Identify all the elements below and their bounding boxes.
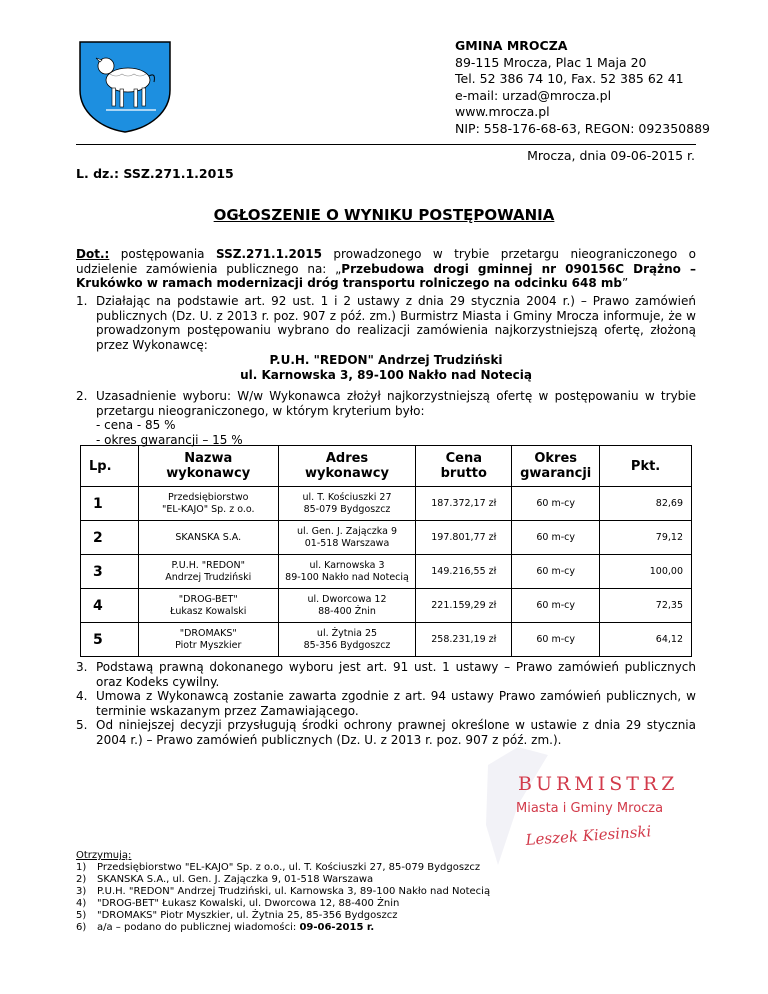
cell-address <box>278 521 416 555</box>
col-header-name: Nazwa wykonawcy <box>138 446 278 487</box>
cell-warranty: 60 m-cy <box>512 521 600 555</box>
cell-name-line2: "EL-KAJO" Sp. z o.o. <box>161 503 255 515</box>
document-title: OGŁOSZENIE O WYNIKU POSTĘPOWANIA <box>213 206 555 224</box>
cell-points: 100,00 <box>600 555 692 589</box>
cell-address <box>278 555 416 589</box>
point-1 <box>76 294 696 352</box>
cell-address <box>278 487 416 521</box>
cell-address-line1: ul. Karnowska 3 <box>309 559 385 571</box>
handwritten-signature: Leszek Kiesinski <box>525 822 652 849</box>
issuer-phone: Tel. 52 386 74 10, Fax. 52 385 62 41 <box>455 71 684 86</box>
point-5-text: Od niniejszej decyzji przysługują środki ochrony prawnej określone w ustawie z dnia 29 stycznia 2004 r.) – Prawo zamówień publicznych (Dz. U. z 2013 r. poz. 907 z póź. zm.). <box>96 718 696 747</box>
coat-of-arms <box>76 38 174 134</box>
criterion-warranty: - okres gwarancji – 15 % <box>96 432 243 447</box>
cell-price: 221.159,29 zł <box>416 589 512 623</box>
intro-subject: Przebudowa drogi gminnej nr 090156C Drążno – Krukówko w ramach modernizacji dróg transportu rolniczego na odcinku 648 mb <box>76 261 696 290</box>
issuer-tax-ids: NIP: 558-176-68-63, REGON: 092350889 <box>455 120 710 136</box>
point-3-text: Podstawą prawną dokonanego wyboru jest art. 91 ust. 1 ustawy – Prawo zamówień publicznych oraz Kodeks cywilny. <box>96 660 696 689</box>
bids-table <box>80 445 692 657</box>
intro-text-3: ” <box>621 276 629 290</box>
point-5 <box>76 718 696 747</box>
col-header-lp: Lp. <box>81 446 139 487</box>
point-2 <box>76 389 696 447</box>
list-item <box>76 862 490 874</box>
cell-price: 187.372,17 zł <box>416 487 512 521</box>
intro-paragraph <box>76 247 696 291</box>
recipients-list <box>76 850 490 934</box>
cell-price: 197.801,77 zł <box>416 521 512 555</box>
intro-text-2: prowadzonego w trybie przetargu nieograniczonego o udzielenie zamówienia publicznego na: „ <box>76 247 696 276</box>
cell-lp: 3 <box>81 555 139 589</box>
col-header-price <box>416 446 512 487</box>
cell-points: 79,12 <box>600 521 692 555</box>
list-item <box>76 910 490 922</box>
list-item-number: 4) <box>76 898 87 909</box>
cell-warranty: 60 m-cy <box>512 555 600 589</box>
cell-price: 149.216,55 zł <box>416 555 512 589</box>
cell-address-line2: 88-400 Żnin <box>318 605 376 617</box>
point-4 <box>76 689 696 718</box>
stamp-graphic <box>478 745 708 895</box>
cell-name-line2: Piotr Myszkier <box>175 639 242 651</box>
intro-text-1: postępowania <box>109 247 216 261</box>
cell-lp: 1 <box>81 487 139 521</box>
document-reference: L. dz.: SSZ.271.1.2015 <box>76 166 234 181</box>
col-header-points: Pkt. <box>600 446 692 487</box>
point-4-number: 4. <box>76 689 88 703</box>
list-item-number: 6) <box>76 922 87 933</box>
cell-address <box>278 589 416 623</box>
cell-name-line1: SKANSKA S.A. <box>175 531 242 543</box>
list-item <box>76 874 490 886</box>
col-header-price-line1: Cena <box>445 451 482 466</box>
list-item-text: Przedsiębiorstwo "EL-KAJO" Sp. z o.o., ul. T. Kościuszki 27, 85-079 Bydgoszcz <box>97 862 481 873</box>
cell-name <box>138 487 278 521</box>
cell-points: 64,12 <box>600 623 692 657</box>
cell-name-line1: Przedsiębiorstwo <box>168 491 249 503</box>
publication-date: 09-06-2015 r. <box>299 922 375 933</box>
cell-name-line1: "DROG-BET" <box>178 593 238 605</box>
document-date: Mrocza, dnia 09-06-2015 r. <box>527 148 695 163</box>
point-4-text: Umowa z Wykonawcą zostanie zawarta zgodnie z art. 94 ustawy Prawo zamówień publicznych, w terminie wskazanym przez Zamawiającego. <box>96 689 696 718</box>
cell-lp: 4 <box>81 589 139 623</box>
stamp-subtitle: Miasta i Gminy Mrocza <box>516 801 664 816</box>
list-item <box>76 886 490 898</box>
cell-points: 72,35 <box>600 589 692 623</box>
cell-address-line2: 89-100 Nakło nad Notecią <box>285 571 409 583</box>
list-item <box>76 922 490 934</box>
cell-warranty: 60 m-cy <box>512 487 600 521</box>
list-item-text: SKANSKA S.A., ul. Gen. J. Zajączka 9, 01-518 Warszawa <box>97 874 374 885</box>
cell-address-line2: 85-356 Bydgoszcz <box>303 639 391 651</box>
cell-warranty: 60 m-cy <box>512 623 600 657</box>
cell-points: 82,69 <box>600 487 692 521</box>
cell-address-line2: 01-518 Warszawa <box>304 537 390 549</box>
cell-price: 258.231,19 zł <box>416 623 512 657</box>
winner-name: P.U.H. "REDON" Andrzej Trudziński <box>269 353 503 367</box>
issuer-name: GMINA MROCZA <box>455 38 568 53</box>
header-divider <box>76 144 696 145</box>
table-row <box>81 589 692 623</box>
cell-warranty: 60 m-cy <box>512 589 600 623</box>
criterion-price: - cena - 85 % <box>96 418 176 432</box>
list-item-number: 3) <box>76 886 87 897</box>
list-item-number: 2) <box>76 874 87 885</box>
cell-address-line1: ul. T. Kościuszki 27 <box>302 491 392 503</box>
table-row <box>81 487 692 521</box>
list-item-text: "DROG-BET" Łukasz Kowalski, ul. Dworcowa 12, 88-400 Żnin <box>97 898 400 909</box>
stamp-title: BURMISTRZ <box>518 773 679 795</box>
col-header-warranty <box>512 446 600 487</box>
list-item-number: 1) <box>76 862 87 873</box>
point-5-number: 5. <box>76 718 88 732</box>
cell-address-line1: ul. Żytnia 25 <box>316 627 378 639</box>
point-2-text: Uzasadnienie wyboru: W/w Wykonawca złożył najkorzystniejszą ofertę w postępowaniu w trybie przetargu nieograniczonego, w którym kryterium było: <box>96 389 696 418</box>
col-header-address: Adres wykonawcy <box>278 446 416 487</box>
list-item-text: a/a – podano do publicznej wiadomości: <box>97 922 300 933</box>
cell-name-line1: P.U.H. "REDON" <box>171 559 245 571</box>
list-item <box>76 898 490 910</box>
cell-name <box>138 623 278 657</box>
coat-of-arms-lamb-icon <box>76 38 174 134</box>
cell-lp: 2 <box>81 521 139 555</box>
mayor-stamp <box>478 745 708 895</box>
cell-name <box>138 589 278 623</box>
winner-address: ul. Karnowska 3, 89-100 Nakło nad Notecią <box>240 367 532 382</box>
point-2-body <box>96 389 696 447</box>
recipients-heading: Otrzymują: <box>76 850 132 861</box>
cell-address-line2: 85-079 Bydgoszcz <box>303 503 391 515</box>
cell-name-line2: Łukasz Kowalski <box>170 605 247 617</box>
list-item-text: P.U.H. "REDON" Andrzej Trudziński, ul. Karnowska 3, 89-100 Nakło nad Notecią <box>97 886 491 897</box>
point-3-number: 3. <box>76 660 88 674</box>
col-header-warranty-line2: gwarancji <box>520 466 592 481</box>
cell-address-line1: ul. Dworcowa 12 <box>307 593 387 605</box>
point-1-number: 1. <box>76 294 88 308</box>
point-1-text: Działając na podstawie art. 92 ust. 1 i 2 ustawy z dnia 29 stycznia 2004 r.) – Prawo zamówień publicznych (Dz. U. z 2013 r. poz. 907 z póź. zm.) Burmistrz Miasta i Gminy Mrocza informuje, że w prowadzonym postępowaniu wybrano do realizacji zamówienia najkorzystniejszą ofertę, złożoną przez Wykonawcę: <box>96 294 696 352</box>
issuer-address-block <box>455 38 710 137</box>
point-3 <box>76 660 696 689</box>
issuer-email: e-mail: urzad@mrocza.pl <box>455 87 612 103</box>
intro-signature: SSZ.271.1.2015 <box>216 247 322 261</box>
cell-name <box>138 521 278 555</box>
cell-address <box>278 623 416 657</box>
cell-name <box>138 555 278 589</box>
cell-name-line2: Andrzej Trudziński <box>165 571 252 583</box>
point-2-number: 2. <box>76 389 88 403</box>
table-row <box>81 521 692 555</box>
intro-dot-label: Dot.: <box>76 247 110 261</box>
cell-name-line1: "DROMAKS" <box>179 627 237 639</box>
list-item-number: 5) <box>76 910 87 921</box>
cell-address-line1: ul. Gen. J. Zajączka 9 <box>296 525 398 537</box>
table-header-row <box>81 446 692 487</box>
cell-lp: 5 <box>81 623 139 657</box>
table-row <box>81 555 692 589</box>
col-header-warranty-line1: Okres <box>534 451 578 466</box>
issuer-website: www.mrocza.pl <box>455 104 550 119</box>
issuer-street: 89-115 Mrocza, Plac 1 Maja 20 <box>455 54 647 70</box>
table-row <box>81 623 692 657</box>
col-header-price-line2: brutto <box>440 466 487 481</box>
winner-block <box>76 353 696 382</box>
list-item-text: "DROMAKS" Piotr Myszkier, ul. Żytnia 25, 85-356 Bydgoszcz <box>97 910 398 921</box>
